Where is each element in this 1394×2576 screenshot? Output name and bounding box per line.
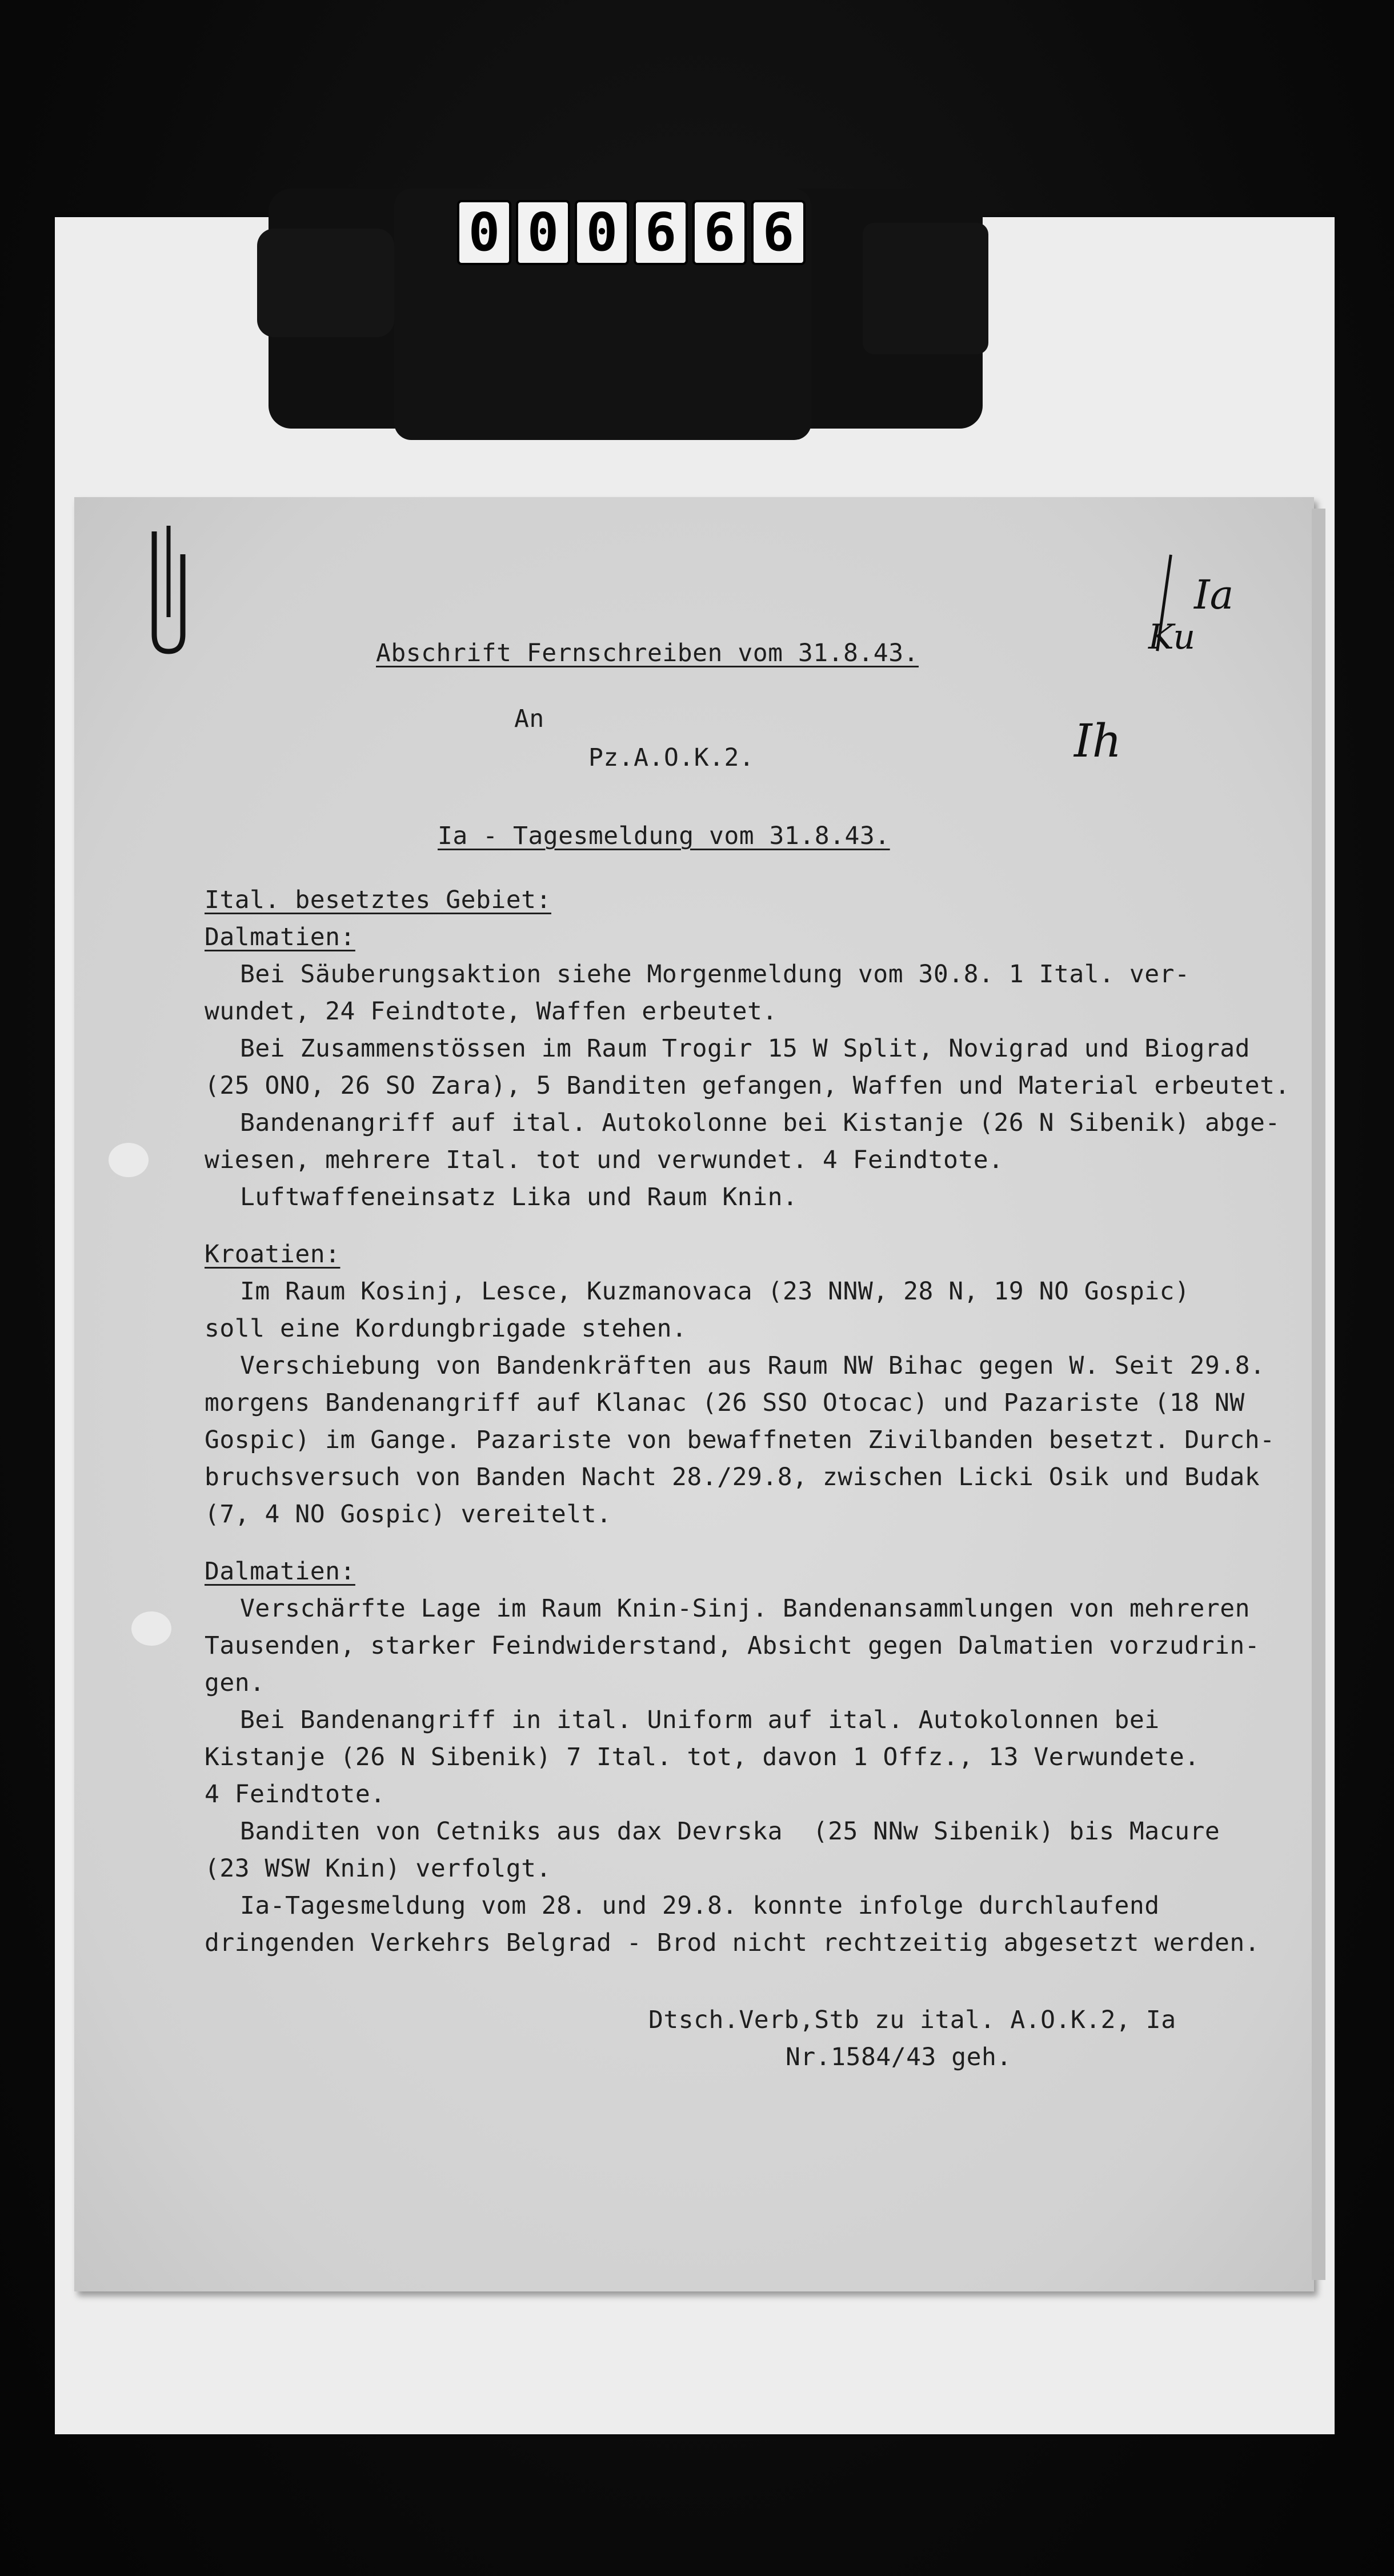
body-line: (23 WSW Knin) verfolgt. xyxy=(205,1854,551,1883)
paper-edge xyxy=(1312,509,1325,2280)
counter-digit: 6 xyxy=(751,200,806,265)
section-heading: Dalmatien: xyxy=(205,923,355,951)
punch-mark xyxy=(131,1611,171,1646)
body-line: Verschärfte Lage im Raum Knin-Sinj. Bandenansammlungen von mehreren xyxy=(240,1594,1251,1623)
body-line: dringenden Verkehrs Belgrad - Brod nicht rechtzeitig abgesetzt werden. xyxy=(205,1929,1260,1957)
document-title: Abschrift Fernschreiben vom 31.8.43. xyxy=(376,639,919,667)
body-line: Bandenangriff auf ital. Autokolonne bei Kistanje (26 N Sibenik) abge- xyxy=(240,1109,1280,1137)
punch-mark xyxy=(109,1143,149,1177)
section-heading: Kroatien: xyxy=(205,1240,341,1269)
reference-number: Nr.1584/43 geh. xyxy=(786,2043,1012,2071)
body-line: Luftwaffeneinsatz Lika und Raum Knin. xyxy=(240,1183,798,1211)
body-line: Tausenden, starker Feindwiderstand, Absicht gegen Dalmatien vorzudrin- xyxy=(205,1631,1260,1660)
body-line: Bei Bandenangriff in ital. Uniform auf ital. Autokolonnen bei xyxy=(240,1706,1160,1734)
counter-digit: 0 xyxy=(575,200,629,265)
body-line: Bei Säuberungsaktion siehe Morgenmeldung vom 30.8. 1 Ital. ver- xyxy=(240,960,1190,989)
paper-clip-icon xyxy=(137,520,189,657)
body-line: (25 ONO, 26 SO Zara), 5 Banditen gefangen, Waffen und Material erbeutet. xyxy=(205,1071,1290,1100)
body-line: Ia-Tagesmeldung vom 28. und 29.8. konnte infolge durchlaufend xyxy=(240,1891,1160,1920)
handwritten-initials: Ih xyxy=(1074,714,1122,767)
counter-digit: 6 xyxy=(634,200,688,265)
body-line: Im Raum Kosinj, Lesce, Kuzmanovaca (23 NNW, 28 N, 19 NO Gospic) xyxy=(240,1277,1190,1306)
counter-digit: 0 xyxy=(457,200,511,265)
body-line: soll eine Kordungbrigade stehen. xyxy=(205,1314,687,1343)
counter-digit: 0 xyxy=(516,200,570,265)
body-line: wundet, 24 Feindtote, Waffen erbeutet. xyxy=(205,997,778,1026)
section-heading: Dalmatien: xyxy=(205,1557,355,1586)
handwritten-annotation-ia: Ia xyxy=(1194,571,1234,618)
body-line: Verschiebung von Bandenkräften aus Raum NW Bihac gegen W. Seit 29.8. xyxy=(240,1351,1265,1380)
teletype-document xyxy=(74,497,1314,2291)
body-line: Kistanje (26 N Sibenik) 7 Ital. tot, davon 1 Offz., 13 Verwundete. xyxy=(205,1743,1200,1771)
body-line: Banditen von Cetniks aus dax Devrska (25 NNw Sibenik) bis Macure xyxy=(240,1817,1220,1846)
body-line: 4 Feindtote. xyxy=(205,1780,386,1809)
frame-counter-device xyxy=(269,189,983,429)
report-subject: Ia - Tagesmeldung vom 31.8.43. xyxy=(438,822,890,850)
body-line: Bei Zusammenstössen im Raum Trogir 15 W Split, Novigrad und Biograd xyxy=(240,1034,1251,1063)
sender-line: Dtsch.Verb,Stb zu ital. A.O.K.2, Ia xyxy=(648,2006,1176,2034)
counter-arm-left xyxy=(257,229,394,337)
frame-counter xyxy=(457,200,806,263)
counter-digit: 6 xyxy=(692,200,747,265)
body-line: morgens Bandenangriff auf Klanac (26 SSO Otocac) und Pazariste (18 NW xyxy=(205,1389,1245,1417)
body-line: (7, 4 NO Gospic) vereitelt. xyxy=(205,1500,612,1529)
body-line: gen. xyxy=(205,1669,265,1697)
handwritten-annotation-ku: Ku xyxy=(1148,617,1196,657)
section-heading: Ital. besetztes Gebiet: xyxy=(205,886,551,914)
address-label: An xyxy=(514,705,544,733)
counter-arm-right xyxy=(863,223,988,354)
body-line: wiesen, mehrere Ital. tot und verwundet. 4 Feindtote. xyxy=(205,1146,1004,1174)
body-line: Gospic) im Gange. Pazariste von bewaffneten Zivilbanden besetzt. Durch- xyxy=(205,1426,1275,1454)
body-line: bruchsversuch von Banden Nacht 28./29.8, zwischen Licki Osik und Budak xyxy=(205,1463,1260,1491)
recipient: Pz.A.O.K.2. xyxy=(588,743,755,772)
